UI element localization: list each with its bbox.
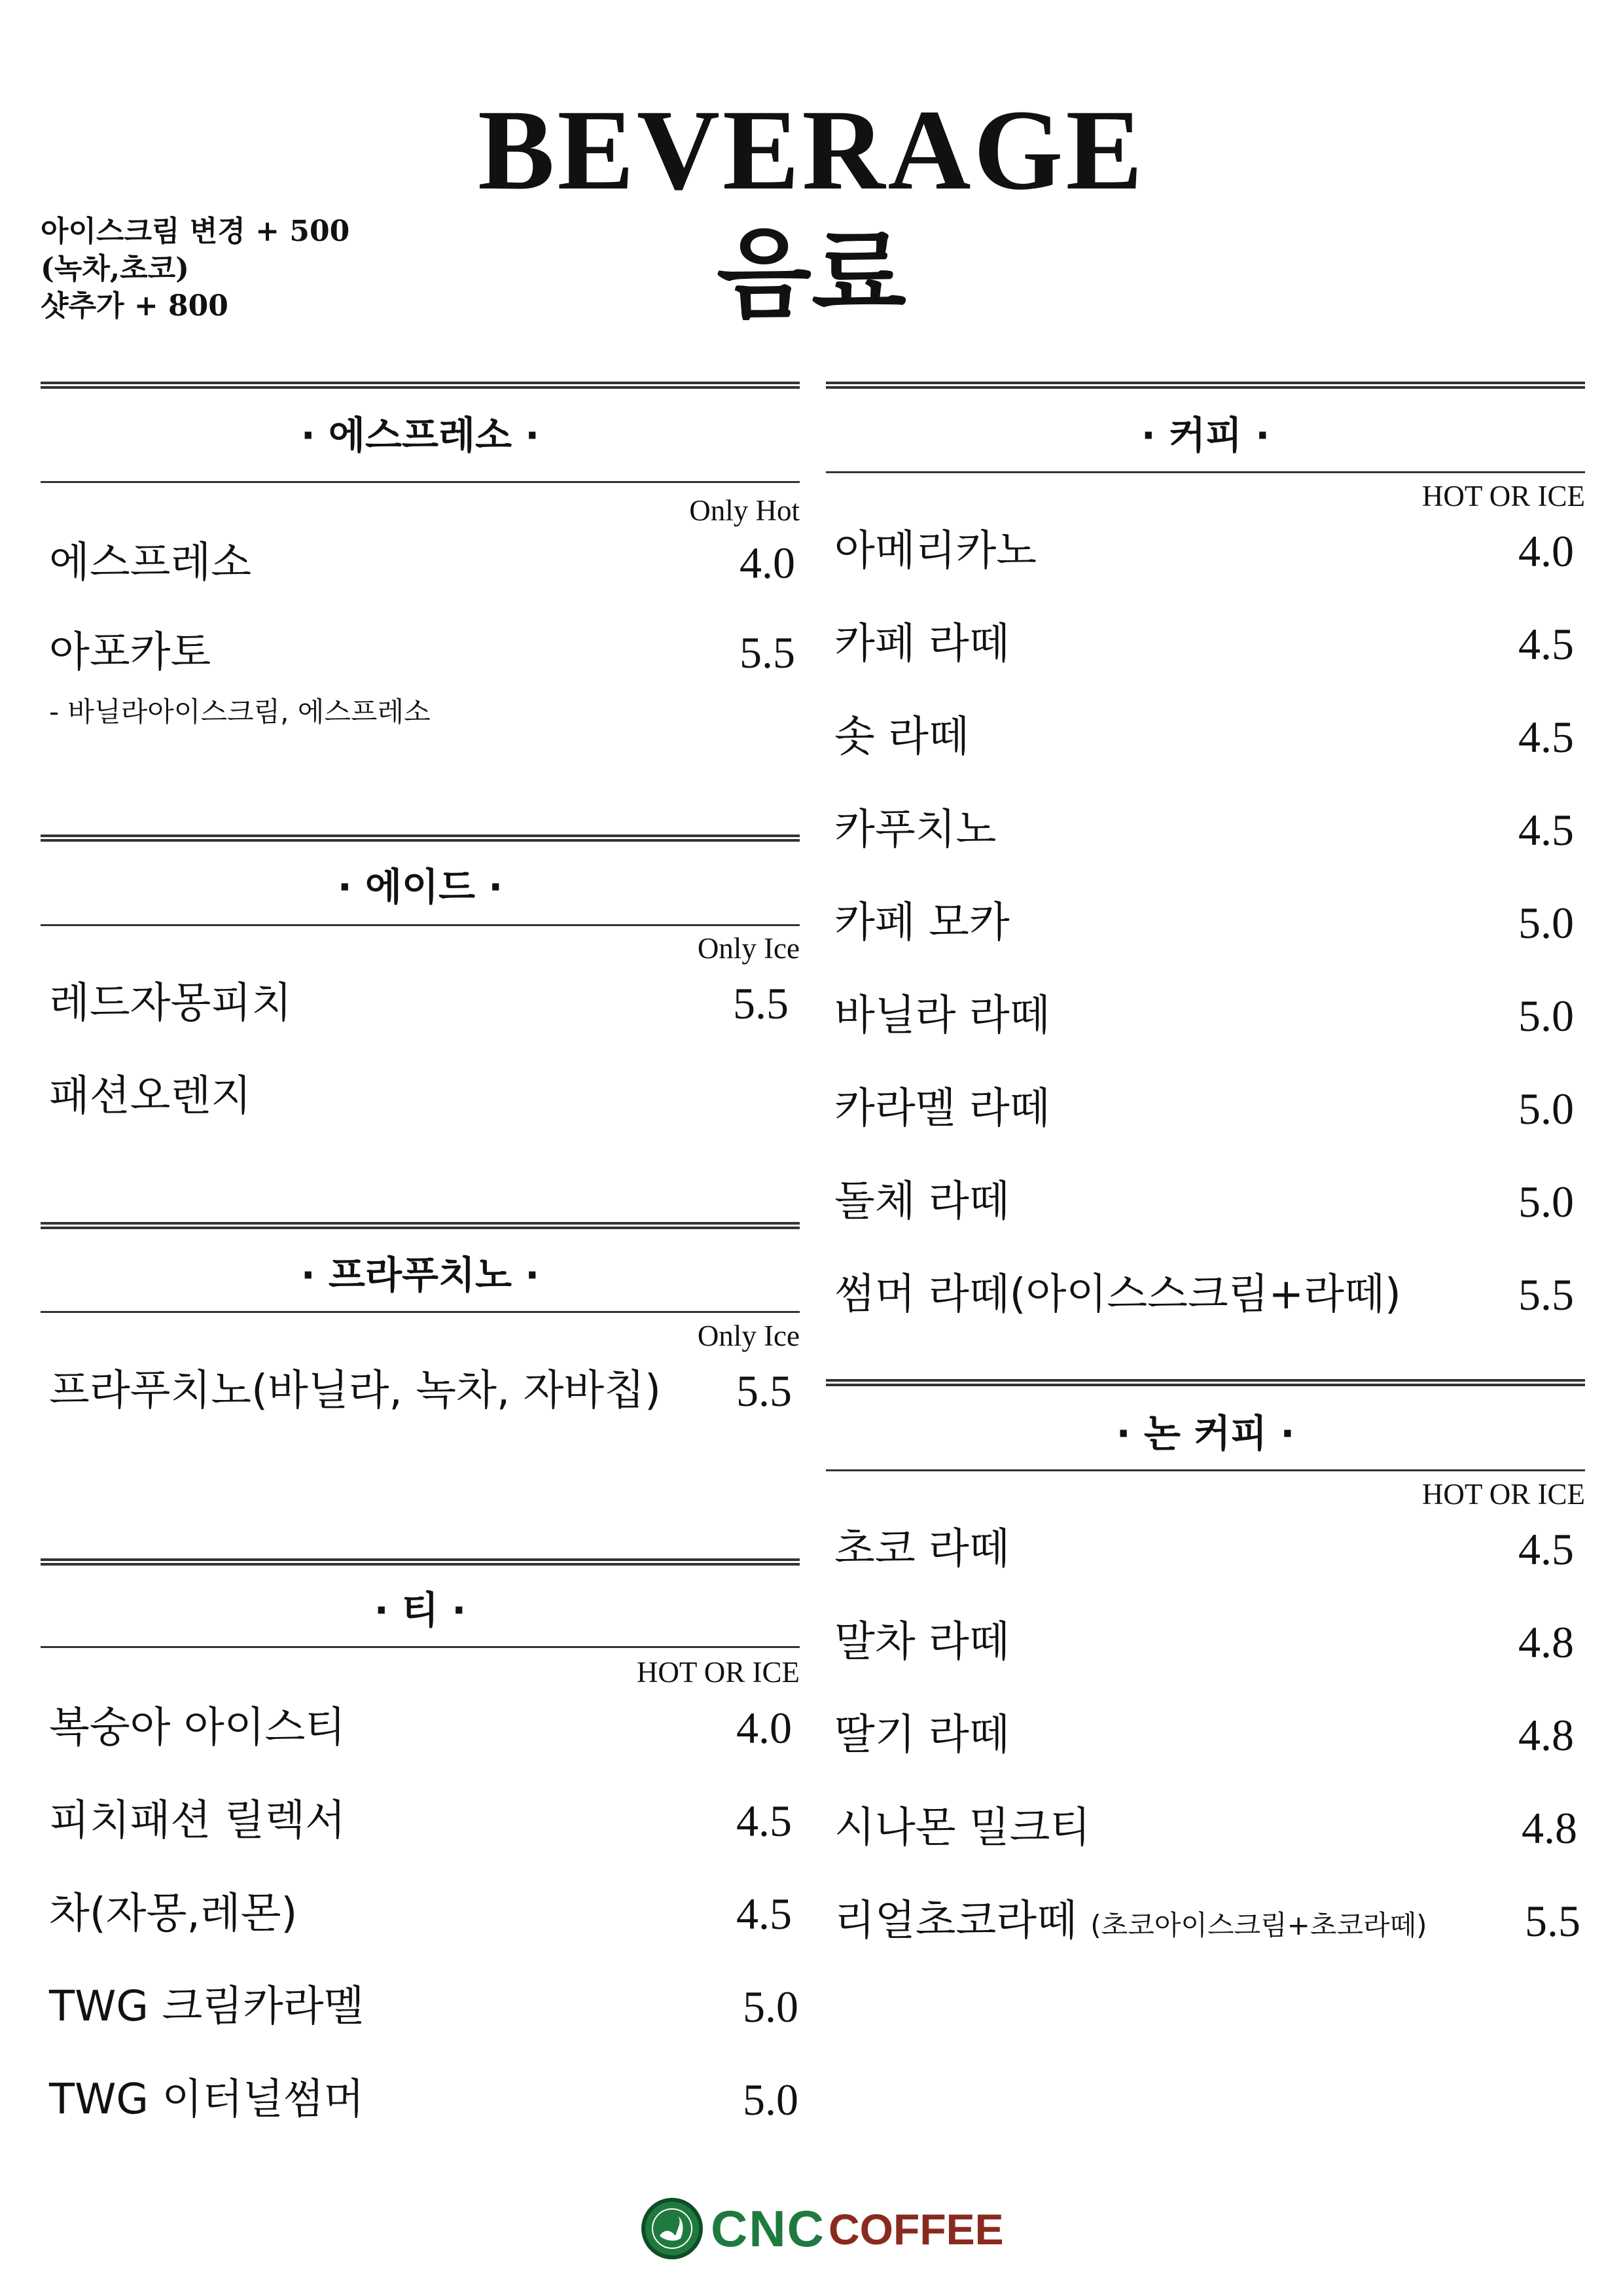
section-divider [41, 382, 800, 389]
menu-item-name [834, 1892, 1427, 1955]
menu-item-name-main: 리얼초코라떼 [834, 1897, 1077, 1945]
menu-item-price: 4.0 [736, 1703, 792, 1753]
serving-note: Only Ice [697, 932, 800, 965]
menu-item-price: 4.5 [736, 1796, 792, 1846]
menu-item [834, 1892, 1580, 1950]
menu-item-name-detail: (초코아이스크림+초코라떼) [1090, 1909, 1427, 1941]
menu-item-name: 아메리카노 [834, 527, 1037, 575]
menu-item-price: 4.5 [1518, 805, 1574, 855]
page-subtitle: 음료 [717, 218, 906, 332]
menu-item-price: 4.5 [1518, 1524, 1574, 1574]
menu-item-price: 4.0 [1518, 526, 1574, 576]
menu-item-name: 초코 라떼 [834, 1525, 1010, 1573]
menu-item-name: 솟 라떼 [834, 713, 969, 761]
menu-item-name: 썸머 라떼(아이스스크림+라떼) [834, 1270, 1401, 1319]
menu-item-price: 4.0 [740, 538, 795, 588]
menu-item [834, 1265, 1574, 1324]
menu-item-price: 5.0 [1518, 1084, 1574, 1134]
page-title: BEVERAGE [478, 86, 1145, 214]
menu-item [834, 986, 1574, 1045]
menu-item-name: 레드자몽피치 [49, 979, 292, 1028]
menu-item-price: 5.5 [736, 1366, 792, 1416]
menu-item-name: 말차 라떼 [834, 1618, 1010, 1666]
menu-item-name: 차(자몽,레몬) [49, 1890, 298, 1938]
menu-item-price: 5.0 [1518, 991, 1574, 1041]
serving-note: Only Hot [689, 494, 800, 527]
serving-note: HOT OR ICE [1421, 1478, 1585, 1511]
menu-item-name: 돌체 라떼 [834, 1177, 1010, 1226]
section-heading-espresso: · 에스프레소 · [300, 413, 540, 457]
menu-item [49, 1791, 792, 1850]
menu-item-price: 4.8 [1518, 1617, 1574, 1667]
menu-item-name: 바닐라 라떼 [834, 992, 1050, 1040]
serving-note: HOT OR ICE [1421, 480, 1585, 512]
menu-item-name: 카푸치노 [834, 806, 997, 854]
section-divider [41, 1558, 800, 1566]
menu-item [834, 522, 1574, 581]
menu-item-price: 5.5 [1525, 1896, 1580, 1946]
item-description: - 바닐라아이스크림, 에스프레소 [49, 696, 431, 728]
menu-item [49, 1067, 789, 1126]
section-divider [826, 382, 1585, 389]
menu-item-name: TWG 이터널썸머 [49, 2075, 365, 2124]
section-heading-coffee: · 커피 · [1141, 413, 1270, 457]
menu-item-name: 카페 모카 [834, 899, 1010, 947]
brand-logo [641, 2193, 1008, 2265]
serving-note: HOT OR ICE [636, 1656, 800, 1689]
brand-logo-coffee: COFFEE [829, 2205, 1004, 2253]
swan-emblem-icon [641, 2198, 703, 2259]
menu-item [834, 1172, 1574, 1231]
section-heading-tea: · 티 · [374, 1588, 467, 1632]
menu-item [834, 1799, 1577, 1857]
menu-item-name: 카페 라떼 [834, 620, 1010, 668]
section-heading-ade: · 에이드 · [337, 865, 503, 909]
menu-item-price: 5.0 [743, 2075, 798, 2125]
menu-item-name: 복숭아 아이스티 [49, 1704, 346, 1752]
menu-item-price: 4.5 [1518, 619, 1574, 669]
heading-underline [826, 471, 1585, 473]
section-heading-frappuccino: · 프라푸치노 · [300, 1253, 540, 1297]
menu-item [49, 1977, 798, 2036]
menu-item [834, 708, 1574, 766]
menu-item-name: TWG 크림카라멜 [49, 1982, 365, 2031]
menu-item-name: 딸기 라떼 [834, 1711, 1010, 1759]
menu-item [49, 2070, 798, 2129]
heading-underline [41, 924, 800, 926]
menu-item-name: 카라멜 라떼 [834, 1085, 1050, 1133]
menu-item-name: 피치패션 릴렉서 [49, 1797, 346, 1845]
menu-item-price: 5.0 [1518, 898, 1574, 948]
brand-logo-cnc: CNC [711, 2200, 825, 2257]
section-divider [41, 1222, 800, 1229]
menu-item [49, 623, 795, 682]
menu-item-price: 5.0 [743, 1982, 798, 2032]
menu-item [49, 974, 789, 1033]
menu-item-price: 5.5 [740, 628, 795, 677]
serving-note: Only Ice [697, 1319, 800, 1352]
menu-item-price: 5.0 [1518, 1177, 1574, 1227]
menu-item [49, 1698, 792, 1757]
menu-item [834, 1706, 1574, 1765]
menu-item [49, 1361, 792, 1420]
menu-item-price: 4.5 [1518, 712, 1574, 762]
menu-item [49, 533, 795, 592]
menu-item-name: 에스프레소 [49, 539, 252, 587]
options-note [41, 213, 499, 325]
heading-underline [826, 1469, 1585, 1471]
menu-item-name: 아포카토 [49, 628, 211, 677]
section-heading-noncoffee: · 논 커피 · [1116, 1411, 1295, 1456]
menu-item-price: 5.5 [1518, 1270, 1574, 1319]
section-divider [41, 834, 800, 842]
menu-item [834, 800, 1574, 859]
menu-item [834, 893, 1574, 952]
menu-item [49, 1884, 792, 1943]
menu-item [834, 1613, 1574, 1672]
menu-item [834, 1079, 1574, 1138]
menu-item [834, 1520, 1574, 1579]
menu-item-price: 4.8 [1522, 1803, 1577, 1853]
option-line: 샷추가 + 800 [41, 289, 228, 323]
section-divider [826, 1379, 1585, 1386]
menu-item-name: 시나몬 밀크티 [834, 1804, 1091, 1852]
option-line: 아이스크림 변경 + 500 [41, 215, 350, 248]
menu-item-name: 프라푸치노(바닐라, 녹차, 자바칩) [49, 1367, 662, 1415]
menu-item [834, 615, 1574, 673]
option-line: (녹차,초코) [41, 252, 189, 285]
heading-underline [41, 481, 800, 483]
heading-underline [41, 1311, 800, 1313]
heading-underline [41, 1646, 800, 1648]
menu-item-name: 패션오렌지 [49, 1072, 252, 1121]
menu-item-price: 5.5 [733, 978, 789, 1028]
menu-item-price: 4.8 [1518, 1710, 1574, 1760]
menu-item-price: 4.5 [736, 1889, 792, 1939]
